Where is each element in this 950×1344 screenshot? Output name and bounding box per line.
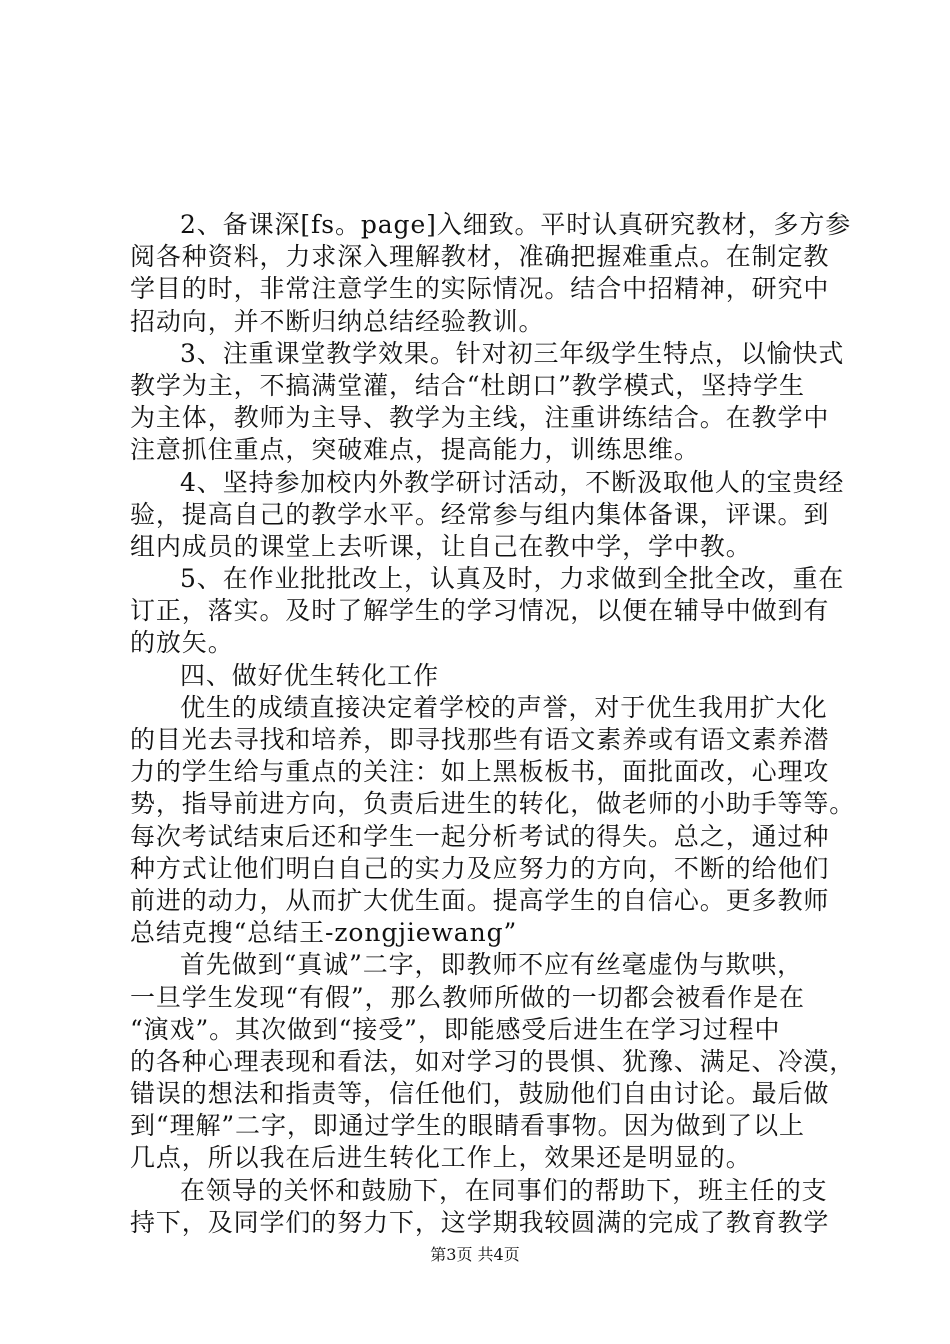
- text-line: 错误的想法和指责等，信任他们，鼓励他们自由讨论。最后做: [130, 1079, 830, 1109]
- text-line: 持下，及同学们的努力下，这学期我较圆满的完成了教育教学: [130, 1207, 830, 1237]
- text-line: 前进的动力，从而扩大优生面。提高学生的自信心。更多教师: [130, 885, 830, 915]
- text-line: 3、注重课堂教学效果。针对初三年级学生特点，以愉快式: [180, 338, 845, 368]
- text-line: 首先做到“真诚”二字，即教师不应有丝毫虚伪与欺哄，: [180, 950, 804, 980]
- text-line: 教学为主，不搞满堂灌，结合“杜朗口”教学模式，坚持学生: [130, 370, 805, 400]
- text-line: 在领导的关怀和鼓励下，在同事们的帮助下，班主任的支: [180, 1175, 828, 1205]
- text-line: 的目光去寻找和培养，即寻找那些有语文素养或有语文素养潜: [130, 725, 830, 754]
- text-line: 订正，落实。及时了解学生的学习情况，以便在辅导中做到有: [130, 596, 830, 626]
- text-line: 注意抓住重点，突破难点，提高能力，训练思维。: [130, 435, 700, 465]
- section-heading: 四、做好优生转化工作: [180, 660, 440, 690]
- text-line: 到“理解”二字，即通过学生的眼睛看事物。因为做到了以上: [130, 1111, 805, 1141]
- text-line: 2、备课深[fs。page]入细致。平时认真研究教材，多方参: [180, 210, 852, 239]
- text-line: 招动向，并不断归纳总结经验教训。: [130, 306, 545, 336]
- text-line: 势，指导前进方向，负责后进生的转化，做老师的小助手等等。: [130, 789, 856, 819]
- text-line: 阅各种资料，力求深入理解教材，准确把握难重点。在制定教: [130, 242, 830, 272]
- text-line: 的各种心理表现和看法，如对学习的畏惧、犹豫、满足、冷漠，: [130, 1046, 856, 1076]
- text-line: “演戏”。其次做到“接受”，即能感受后进生在学习过程中: [130, 1014, 781, 1044]
- text-line: 5、在作业批批改上，认真及时，力求做到全批全改，重在: [180, 564, 845, 594]
- text-line: 的放矢。: [130, 628, 234, 658]
- text-line: 优生的成绩直接决定着学校的声誉，对于优生我用扩大化: [180, 692, 828, 722]
- text-line: 学目的时，非常注意学生的实际情况。结合中招精神，研究中: [130, 274, 830, 304]
- text-line: 每次考试结束后还和学生一起分析考试的得失。总之，通过种: [130, 821, 830, 851]
- text-line: 种方式让他们明白自己的实力及应努力的方向，不断的给他们: [130, 853, 830, 883]
- text-line: 总结克搜“总结王-zongjiewang”: [130, 918, 518, 948]
- text-line: 一旦学生发现“有假”，那么教师所做的一切都会被看作是在: [130, 982, 805, 1012]
- page-number-footer: 第3页 共4页: [430, 1245, 520, 1264]
- text-line: 为主体，教师为主导、教学为主线，注重讲练结合。在教学中: [130, 403, 830, 433]
- text-line: 力的学生给与重点的关注：如上黑板板书，面批面改，心理攻: [130, 757, 830, 787]
- document-body: [130, 209, 856, 1239]
- text-line: 组内成员的课堂上去听课，让自己在教中学，学中教。: [130, 531, 752, 561]
- text-line: 验，提高自己的教学水平。经常参与组内集体备课，评课。到: [130, 499, 830, 529]
- text-line: 几点，所以我在后进生转化工作上，效果还是明显的。: [130, 1143, 752, 1173]
- text-line: 4、坚持参加校内外教学研讨活动，不断汲取他人的宝贵经: [180, 467, 845, 497]
